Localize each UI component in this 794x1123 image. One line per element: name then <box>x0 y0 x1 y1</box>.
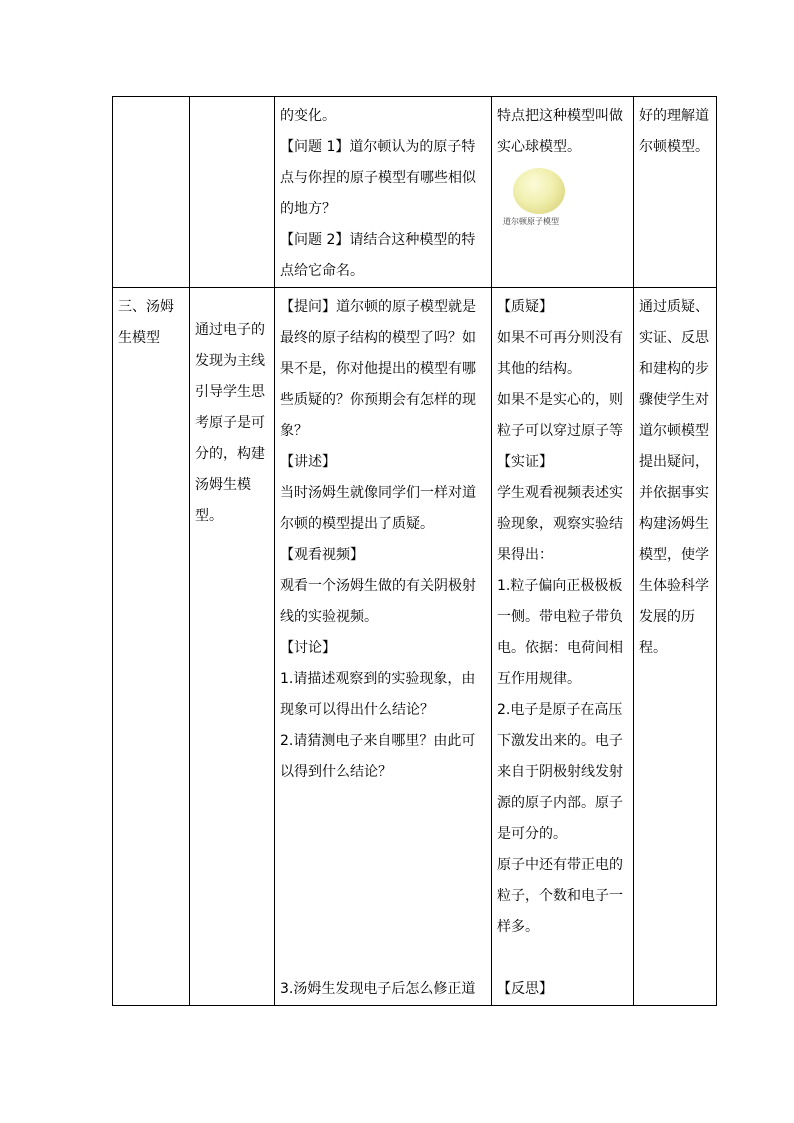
paragraph: 2.电子是原子在高压下激发出来的。电子来自于阴极射线发射源的原子内部。原子是可分的。 <box>497 702 623 842</box>
cell-goal <box>190 288 275 1006</box>
solid-sphere-image <box>513 168 565 214</box>
cell-goal-empty <box>190 97 275 288</box>
paragraph: 学生观看视频表述实验现象，观察实验结果得出： <box>497 485 623 563</box>
cell-design-intent <box>634 288 717 1006</box>
paragraph: 【观看视频】 <box>280 547 364 563</box>
paragraph: 通过电子的发现为主线引导学生思考原子是可分的，构建汤姆生模型。 <box>195 322 265 524</box>
lesson-plan-table <box>112 96 717 1006</box>
paragraph: 【反思】 <box>497 981 553 997</box>
paragraph: 如果不是实心的，则粒子可以穿过原子等 <box>497 392 623 439</box>
paragraph: 【问题 2】请结合这种模型的特点给它命名。 <box>280 232 476 279</box>
paragraph: 特点把这种模型叫做实心球模型。 <box>497 108 623 155</box>
paragraph: 【实证】 <box>497 454 553 470</box>
cell-student-activity <box>492 288 634 1006</box>
dalton-model-figure <box>497 163 628 228</box>
figure-caption: 道尔顿原子模型 <box>503 217 559 226</box>
paragraph: 2.请猜测电子来自哪里？由此可以得到什么结论？ <box>280 733 476 780</box>
paragraph: 【质疑】 <box>497 299 553 315</box>
paragraph: 1.粒子偏向正极极板一侧。带电粒子带负电。依据：电荷间相互作用规律。 <box>497 578 623 687</box>
table-row-dalton <box>113 97 717 288</box>
paragraph: 当时汤姆生就像同学们一样对道尔顿的模型提出了质疑。 <box>280 485 476 532</box>
cell-design-intent <box>634 97 717 288</box>
paragraph: 3.汤姆生发现电子后怎么修正道 <box>280 981 476 997</box>
paragraph: 的变化。 <box>280 108 336 124</box>
paragraph: 原子中还有带正电的粒子，个数和电子一样多。 <box>497 857 623 935</box>
paragraph: 【讲述】 <box>280 454 336 470</box>
paragraph: 【讨论】 <box>280 640 336 656</box>
paragraph: 观看一个汤姆生做的有关阴极射线的实验视频。 <box>280 578 476 625</box>
paragraph: 【问题 1】道尔顿认为的原子特点与你捏的原子模型有哪些相似的地方？ <box>280 139 476 217</box>
paragraph: 1.请描述观察到的实验现象，由现象可以得出什么结论？ <box>280 671 476 718</box>
cell-teacher-activity <box>275 288 492 1006</box>
cell-stage <box>113 288 190 1006</box>
paragraph: 【提问】道尔顿的原子模型就是最终的原子结构的模型了吗？如果不是，你对他提出的模型有哪些质疑的？你预期会有怎样的现象？ <box>280 299 476 439</box>
stage-title: 三、汤姆生模型 <box>118 299 174 346</box>
paragraph: 如果不可再分则没有其他的结构。 <box>497 330 623 377</box>
paragraph: 通过质疑、实证、反思和建构的步骤使学生对道尔顿模型提出疑问，并依据事实构建汤姆生模型，使学生体验科学发展的历程。 <box>639 299 709 656</box>
cell-student-activity <box>492 97 634 288</box>
cell-teacher-activity <box>275 97 492 288</box>
cell-stage-empty <box>113 97 190 288</box>
table-row-thomson <box>113 288 717 1006</box>
paragraph: 好的理解道尔顿模型。 <box>639 108 709 155</box>
